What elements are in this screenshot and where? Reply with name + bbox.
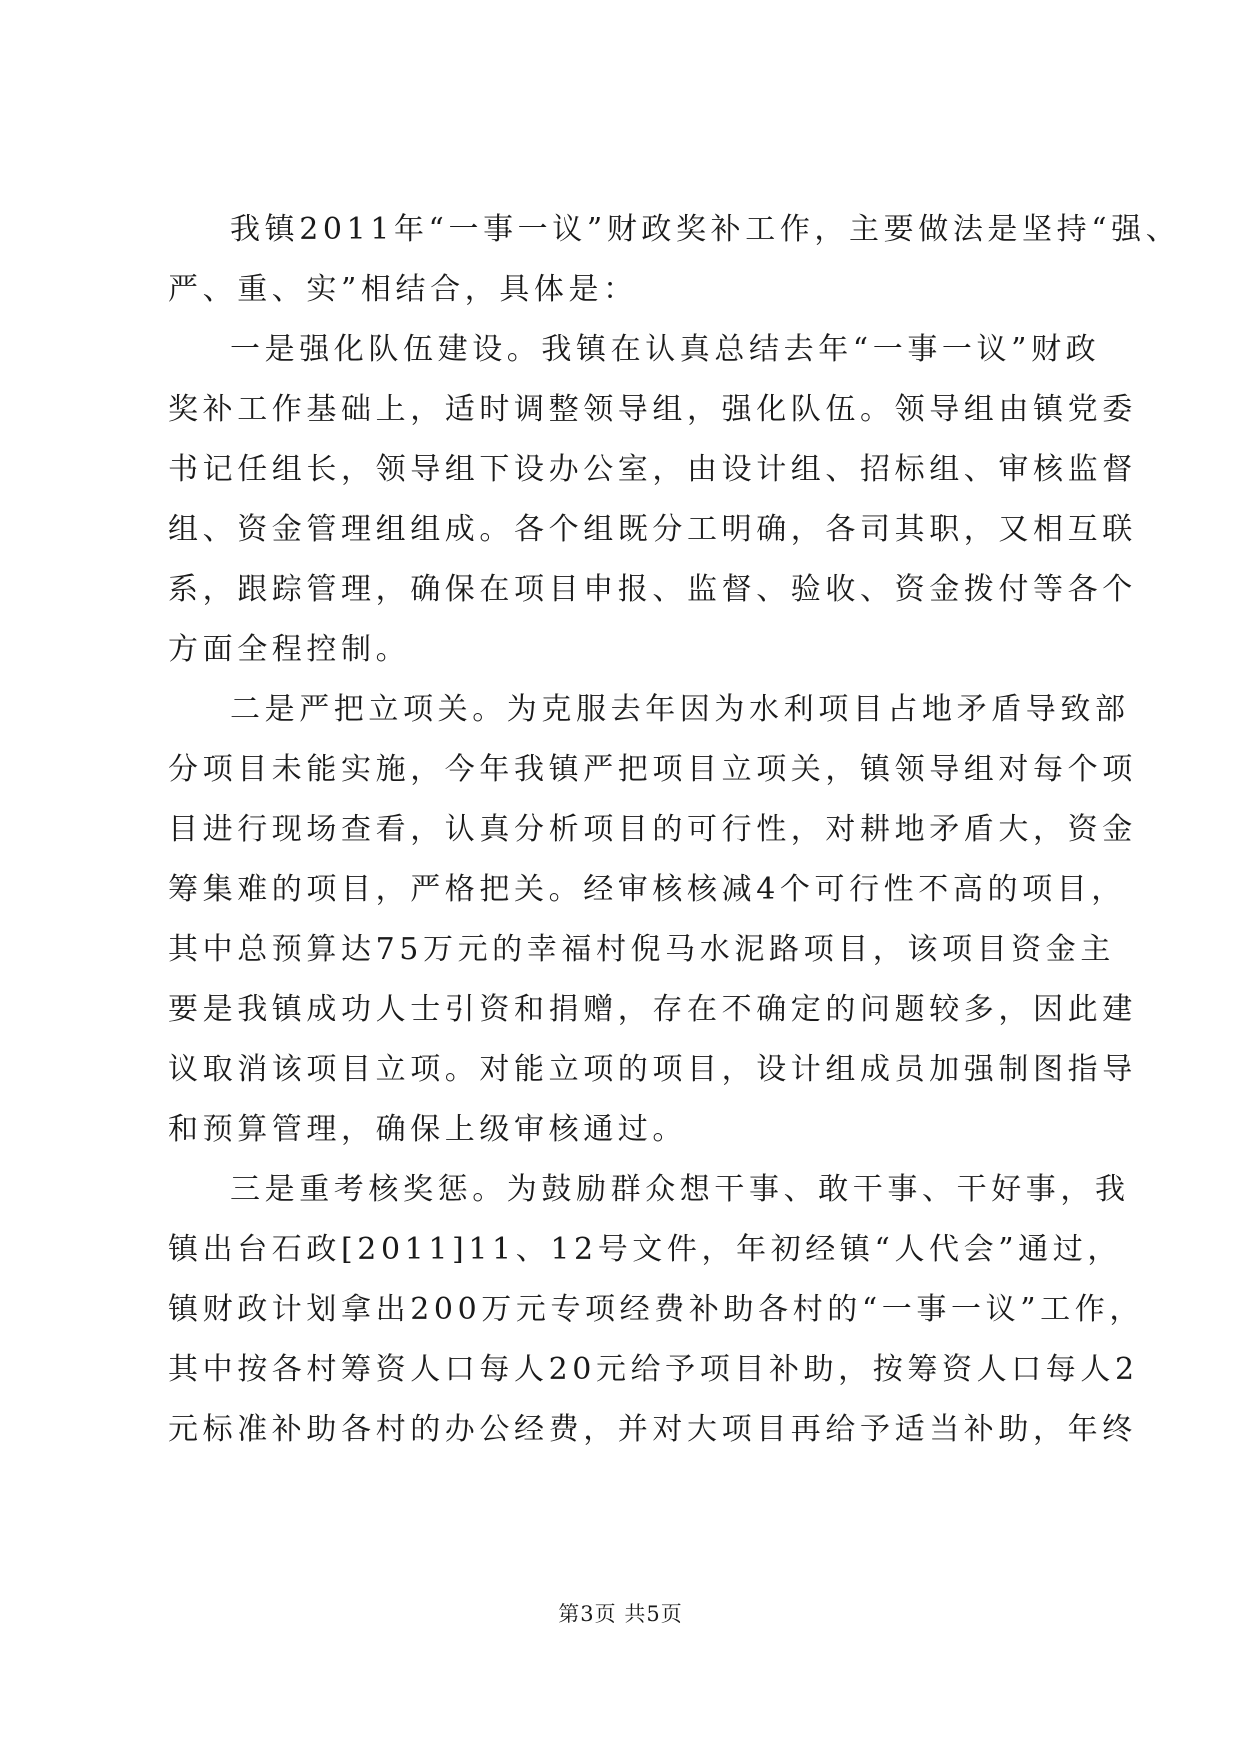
paragraph-4-line-3: 镇财政计划拿出200万元专项经费补助各村的“一事一议”工作， — [168, 1292, 1144, 1327]
paragraph-4-line-4: 其中按各村筹资人口每人20元给予项目补助，按筹资人口每人2 — [168, 1352, 1139, 1387]
paragraph-2-line-6: 方面全程控制。 — [168, 632, 411, 667]
paragraph-3-line-4: 筹集难的项目，严格把关。经审核核减4个可行性不高的项目， — [168, 872, 1126, 907]
paragraph-2-line-1: 一是强化队伍建设。我镇在认真总结去年“一事一议”财政 — [230, 332, 1101, 367]
paragraph-2-line-3: 书记任组长，领导组下设办公室，由设计组、招标组、审核监督 — [168, 452, 1137, 487]
paragraph-2-line-4: 组、资金管理组组成。各个组既分工明确，各司其职，又相互联 — [168, 512, 1137, 547]
paragraph-3-line-7: 议取消该项目立项。对能立项的项目，设计组成员加强制图指导 — [168, 1052, 1137, 1087]
paragraph-2-line-2: 奖补工作基础上，适时调整领导组，强化队伍。领导组由镇党委 — [168, 392, 1137, 427]
paragraph-3-line-8: 和预算管理，确保上级审核通过。 — [168, 1112, 687, 1147]
paragraph-3-line-3: 目进行现场查看，认真分析项目的可行性，对耕地矛盾大，资金 — [168, 812, 1137, 847]
paragraph-1-line-1: 我镇2011年“一事一议”财政奖补工作，主要做法是坚持“强、 — [230, 212, 1181, 247]
paragraph-2-line-5: 系，跟踪管理，确保在项目申报、监督、验收、资金拨付等各个 — [168, 572, 1137, 607]
paragraph-4-line-1: 三是重考核奖惩。为鼓励群众想干事、敢干事、干好事，我 — [230, 1172, 1130, 1207]
paragraph-3-line-2: 分项目未能实施，今年我镇严把项目立项关，镇领导组对每个项 — [168, 752, 1137, 787]
paragraph-3-line-1: 二是严把立项关。为克服去年因为水利项目占地矛盾导致部 — [230, 692, 1130, 727]
paragraph-3-line-5: 其中总预算达75万元的幸福村倪马水泥路项目，该项目资金主 — [168, 932, 1115, 967]
paragraph-4-line-5: 元标准补助各村的办公经费，并对大项目再给予适当补助，年终 — [168, 1412, 1137, 1447]
paragraph-1-line-2: 严、重、实”相结合，具体是： — [168, 272, 638, 307]
page-number-footer: 第3页 共5页 — [558, 1602, 683, 1626]
paragraph-3-line-6: 要是我镇成功人士引资和捐赠，存在不确定的问题较多，因此建 — [168, 992, 1137, 1027]
paragraph-4-line-2: 镇出台石政[2011]11、12号文件，年初经镇“人代会”通过， — [168, 1232, 1122, 1267]
